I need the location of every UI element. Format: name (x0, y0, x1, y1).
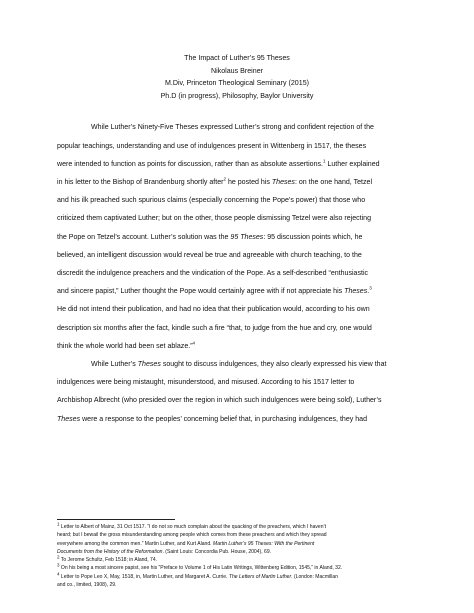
paragraph-1-line (57, 119, 417, 137)
italic-text: 95 Theses (230, 233, 264, 241)
paragraph-1-line (57, 283, 417, 301)
italic-text: The Letters of Martin Luther (228, 573, 292, 580)
text-run: were a response to the peoples’ concerning belief that, in purchasing indulgences, they had (80, 415, 368, 423)
paragraph-1-line (57, 210, 417, 228)
footnote-3 (57, 564, 417, 572)
paragraph-1-line (57, 192, 417, 210)
text-run: were intended to function as points for discussion, rather than as absolute assertions. (57, 160, 323, 168)
author-name: Nikolaus Breiner (210, 66, 264, 75)
document-header (57, 52, 417, 102)
text-run: think the whole world had been set ablaze.” (57, 342, 193, 350)
italic-text: Martin Luther’s 95 Theses: With the Pertinent (212, 540, 315, 547)
text-run: indulgences were being mistaught, misunderstood, and misused. According to his 1517 letter to (57, 379, 355, 387)
text-run: : 95 discussion points which, he (263, 233, 363, 241)
paragraph-1-line (57, 301, 417, 319)
paragraph-1-line (57, 156, 417, 174)
footnote-ref[interactable]: 3 (369, 285, 372, 291)
author-degree-2: Ph.D (in progress), Philosophy, Baylor University (160, 91, 314, 100)
text-run: discredit the indulgence preachers and the vindication of the Pope. As a self-described “enthusiastic (57, 270, 369, 277)
footnote-4 (57, 573, 417, 581)
text-run: criticized them captivated Luther; but on the other, those people dismissing Tetzel were also rejecting (57, 215, 372, 223)
italic-text: Theses (137, 361, 161, 369)
paragraph-1-line (57, 247, 417, 265)
text-run: Letter to Pope Leo X, May, 1518, in, Martin Luther, and Margaret A. Currie. (59, 573, 229, 580)
paragraph-1-line (57, 320, 417, 338)
paragraph-1-line (57, 174, 417, 192)
footnote-1 (57, 523, 417, 531)
footnote-1-cont (57, 531, 417, 539)
text-run: . (London: Macmillan (291, 573, 339, 580)
footnote-number: 2 (57, 554, 60, 560)
text-run: and co., limited, 1908), 29. (57, 582, 117, 589)
footnote-1-cont (57, 540, 417, 548)
paragraph-2-line (57, 411, 417, 429)
text-run: heard; but I bewail the gross misunderstanding among people which comes from these preachers and which they spread (57, 532, 327, 539)
author-degree-1: M.Div, Princeton Theological Seminary (2015) (164, 79, 310, 88)
footnote-separator (57, 519, 175, 520)
italic-text: Documents from the History of the Reformation (57, 548, 163, 555)
italic-text: Theses (271, 178, 295, 186)
paragraph-2-line (57, 392, 417, 410)
text-run: he posted his (226, 178, 272, 186)
text-run: sought to discuss indulgences, they also clearly expressed his view that (160, 361, 387, 369)
document-title: The Impact of Luther’s 95 Theses (184, 54, 290, 62)
footnote-ref[interactable]: 2 (223, 176, 226, 182)
text-run: everywhere among the common men.” Martin Luther, and Kurt Aland. (57, 540, 213, 547)
text-run: On his being a most sincere papist, see his “Preface to Volume 1 of His Latin Writings, Wittenberg Edition, 1545,” in Aland, 32. (59, 565, 343, 572)
text-run: Archbishop Albrecht (who presided over the region in which such indulgences were being sold), Luther’s (57, 397, 382, 405)
footnote-1-cont (57, 548, 417, 556)
text-run: . (Saint Louis: Concordia Pub. House, 2004), 69. (162, 548, 272, 555)
text-run: popular teachings, understanding and use of indulgences present in Wittenberg in 1517, the theses (57, 142, 367, 150)
footnote-4-cont (57, 581, 417, 589)
italic-text: Theses (57, 415, 81, 423)
footnote-ref[interactable]: 4 (192, 340, 196, 346)
text-run: the Pope on Tetzel’s account. Luther’s solution was the (57, 233, 231, 241)
text-run: He did not intend their publication, and had no idea that their publication would, according to his own (57, 306, 370, 314)
footnote-number: 4 (57, 571, 60, 577)
text-run: description six months after the fact, kindle such a fire “that, to judge from the hue and cry, one would (57, 324, 372, 332)
text-run: Letter to Albert of Mainz, 31 Oct 1517. “I do not so much complain about the quacking of the preachers, which I haven’t (59, 524, 327, 530)
paragraph-1-line (57, 229, 417, 247)
text-run: To Jerome Schultz, Feb 1518; in Aland, 74. (59, 557, 158, 564)
footnote-number: 1 (57, 521, 60, 527)
footnote-number: 3 (57, 562, 60, 568)
footnote-2 (57, 556, 417, 564)
paragraph-2-line (57, 356, 417, 374)
text-run: believed, an intelligent discussion would reveal be true and agreeable with church teaching, to the (57, 251, 362, 259)
text-run: and his ilk preached such spurious claims (especially concerning the Pope’s power) that those who (57, 197, 366, 205)
body-text (57, 119, 417, 428)
paragraph-1-line (57, 338, 417, 356)
text-run: : on the one hand, Tetzel (294, 178, 373, 186)
text-run: While Luther’s Ninety-Five Theses expressed Luther’s strong and confident rejection of the (91, 124, 374, 132)
footnotes (57, 523, 417, 589)
text-run: . (367, 288, 370, 296)
text-run: Luther explained (325, 160, 380, 168)
text-run: and sincere papist,” Luther thought the Pope would certainly agree with if not appreciate his (57, 288, 345, 296)
italic-text: Theses (344, 288, 368, 296)
paragraph-2-line (57, 374, 417, 392)
paragraph-1-line (57, 138, 417, 156)
footnote-ref[interactable]: 1 (322, 158, 326, 164)
text-run: While Luther’s (91, 361, 138, 369)
paragraph-1-line (57, 265, 417, 283)
text-run: in his letter to the Bishop of Brandenburg shortly after (57, 178, 224, 186)
